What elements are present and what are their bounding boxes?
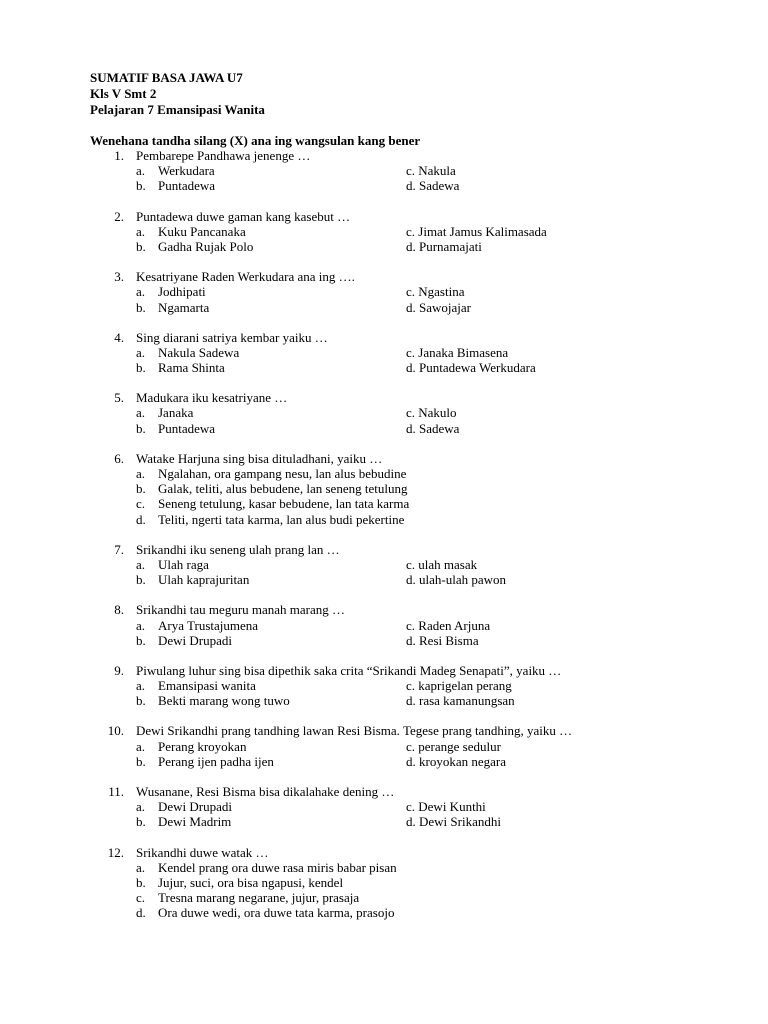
- question-item: [0, 845, 768, 921]
- option-letter: d.: [136, 511, 146, 527]
- question-number: 10.: [107, 723, 124, 739]
- answer-option-row: [0, 739, 768, 754]
- option-letter: b.: [136, 753, 146, 769]
- option-text-right: d. Sadewa: [406, 420, 460, 436]
- question-text: Wusanane, Resi Bisma bisa dikalahake dening …: [136, 784, 395, 799]
- answer-option-row: [0, 512, 768, 527]
- answer-option-row: [0, 481, 768, 496]
- option-text: Ulah kaprajuritan: [158, 572, 250, 588]
- question-number: 7.: [114, 541, 124, 557]
- question-text: Srikandhi duwe watak …: [136, 844, 269, 860]
- option-text: Dewi Madrim: [158, 814, 232, 830]
- answer-option-row: [0, 678, 768, 693]
- answer-option-row: [0, 466, 768, 481]
- option-text-right: d. Sawojajar: [406, 299, 471, 315]
- lesson-title: Pelajaran 7 Emansipasi Wanita: [90, 102, 265, 117]
- option-letter: a.: [136, 738, 146, 754]
- option-letter: b.: [136, 874, 146, 890]
- question-line: [0, 330, 768, 345]
- option-letter: b.: [136, 238, 146, 254]
- question-line: [0, 784, 768, 799]
- question-number: 3.: [114, 269, 124, 285]
- answer-option-row: [0, 300, 768, 315]
- option-text: Puntadewa: [158, 178, 216, 194]
- answer-option-row: [0, 224, 768, 239]
- option-text-right: d. Resi Bisma: [406, 632, 479, 648]
- answer-option-row: [0, 345, 768, 360]
- answer-option-row: [0, 239, 768, 254]
- option-text: Dewi Drupadi: [158, 799, 233, 815]
- option-text-right: c. Ngastina: [406, 284, 465, 300]
- question-text: Puntadewa duwe gaman kang kasebut …: [136, 208, 351, 224]
- exam-title: SUMATIF BASA JAWA U7: [90, 70, 243, 85]
- question-text: Watake Harjuna sing bisa dituladhani, yaiku …: [136, 450, 383, 466]
- option-text-right: c. kaprigelan perang: [406, 678, 512, 694]
- question-item: [0, 390, 768, 436]
- option-letter: b.: [136, 632, 146, 648]
- option-text: Nakula Sadewa: [158, 344, 240, 360]
- question-line: [0, 542, 768, 557]
- answer-option-row: [0, 799, 768, 814]
- question-number: 12.: [107, 844, 124, 860]
- question-text: Kesatriyane Raden Werkudara ana ing ….: [136, 269, 355, 285]
- option-letter: a.: [136, 556, 146, 572]
- question-line: [0, 451, 768, 466]
- answer-option-row: [0, 163, 768, 178]
- option-letter: a.: [136, 466, 146, 481]
- question-line: [0, 148, 768, 163]
- answer-option-row: [0, 814, 768, 829]
- option-letter: a.: [136, 284, 146, 300]
- option-letter: a.: [136, 163, 146, 179]
- question-line: [0, 390, 768, 405]
- question-text: Srikandhi tau meguru manah marang …: [136, 602, 346, 618]
- option-text: Ora duwe wedi, ora duwe tata karma, prasojo: [158, 905, 395, 921]
- question-text: Piwulang luhur sing bisa dipethik saka crita “Srikandi Madeg Senapati”, yaiku …: [136, 662, 562, 678]
- option-text: Perang ijen padha ijen: [158, 753, 274, 769]
- question-text: Sing diarani satriya kembar yaiku …: [136, 329, 328, 345]
- question-line: [0, 602, 768, 617]
- option-text-right: d. Purnamajati: [406, 238, 482, 254]
- instruction-text: Wenehana tandha silang (X) ana ing wangsulan kang bener: [90, 133, 421, 148]
- option-text-right: d. kroyokan negara: [406, 753, 506, 769]
- option-letter: b.: [136, 693, 146, 709]
- answer-option-row: [0, 633, 768, 648]
- question-item: [0, 723, 768, 769]
- question-item: [0, 602, 768, 648]
- question-number: 2.: [114, 208, 124, 224]
- option-letter: b.: [136, 299, 146, 315]
- answer-option-row: [0, 860, 768, 875]
- option-text-right: c. ulah masak: [406, 556, 478, 572]
- option-text: Gadha Rujak Polo: [158, 238, 254, 254]
- answer-option-row: [0, 693, 768, 708]
- answer-option-row: [0, 875, 768, 890]
- option-letter: b.: [136, 178, 146, 194]
- option-text-right: d. Puntadewa Werkudara: [406, 360, 536, 376]
- answer-option-row: [0, 178, 768, 193]
- option-text: Arya Trustajumena: [158, 617, 259, 633]
- question-item: [0, 784, 768, 830]
- question-text: Srikandhi iku seneng ulah prang lan …: [136, 541, 340, 557]
- option-letter: a.: [136, 223, 146, 239]
- option-text: Puntadewa: [158, 420, 216, 436]
- option-letter: c.: [136, 890, 146, 906]
- option-text-right: d. Dewi Srikandhi: [406, 814, 501, 830]
- question-line: [0, 663, 768, 678]
- question-item: [0, 542, 768, 588]
- option-text: Galak, teliti, alus bebudene, lan seneng tetulung: [158, 481, 408, 497]
- question-text: Madukara iku kesatriyane …: [136, 390, 288, 406]
- option-letter: d.: [136, 905, 146, 921]
- question-number: 11.: [108, 784, 124, 799]
- option-text: Ngalahan, ora gampang nesu, lan alus bebudine: [158, 466, 407, 481]
- question-list: [0, 148, 768, 936]
- question-number: 9.: [114, 662, 124, 678]
- option-text: Dewi Drupadi: [158, 632, 233, 648]
- option-text-right: d. Sadewa: [406, 178, 460, 194]
- option-text: Seneng tetulung, kasar bebudene, lan tata karma: [158, 496, 410, 512]
- question-item: [0, 148, 768, 194]
- option-text: Teliti, ngerti tata karma, lan alus budi pekertine: [158, 511, 405, 527]
- answer-option-row: [0, 572, 768, 587]
- option-letter: a.: [136, 859, 146, 875]
- option-letter: b.: [136, 420, 146, 436]
- question-line: [0, 845, 768, 860]
- option-text-right: c. Nakula: [406, 163, 456, 179]
- option-text: Werkudara: [158, 163, 215, 179]
- option-text: Tresna marang negarane, jujur, prasaja: [158, 890, 360, 906]
- option-text-right: c. Jimat Jamus Kalimasada: [406, 223, 547, 239]
- option-letter: b.: [136, 481, 146, 497]
- option-text: Bekti marang wong tuwo: [158, 693, 290, 709]
- answer-option-row: [0, 905, 768, 920]
- question-number: 5.: [114, 390, 124, 406]
- option-text: Rama Shinta: [158, 360, 225, 376]
- document-header: [90, 70, 265, 118]
- question-item: [0, 330, 768, 376]
- option-text: Kuku Pancanaka: [158, 223, 246, 239]
- answer-option-row: [0, 557, 768, 572]
- option-letter: a.: [136, 678, 146, 694]
- option-text: Ulah raga: [158, 556, 209, 572]
- answer-option-row: [0, 405, 768, 420]
- option-text-right: c. Dewi Kunthi: [406, 799, 486, 815]
- option-text: Emansipasi wanita: [158, 678, 256, 694]
- answer-option-row: [0, 421, 768, 436]
- question-item: [0, 451, 768, 527]
- question-item: [0, 663, 768, 709]
- answer-option-row: [0, 618, 768, 633]
- option-text: Janaka: [158, 405, 194, 421]
- answer-option-row: [0, 890, 768, 905]
- option-text-right: c. perange sedulur: [406, 738, 501, 754]
- question-text: Pembarepe Pandhawa jenenge …: [136, 148, 311, 163]
- question-item: [0, 209, 768, 255]
- answer-option-row: [0, 496, 768, 511]
- option-letter: c.: [136, 496, 146, 512]
- option-text-right: d. ulah-ulah pawon: [406, 572, 507, 588]
- option-text-right: c. Nakulo: [406, 405, 457, 421]
- option-letter: a.: [136, 344, 146, 360]
- option-letter: b.: [136, 360, 146, 376]
- class-semester: Kls V Smt 2: [90, 86, 157, 101]
- option-text: Perang kroyokan: [158, 738, 247, 754]
- question-line: [0, 209, 768, 224]
- option-text-right: d. rasa kamanungsan: [406, 693, 515, 709]
- option-letter: a.: [136, 617, 146, 633]
- option-text: Jujur, suci, ora bisa ngapusi, kendel: [158, 874, 344, 890]
- question-line: [0, 723, 768, 738]
- option-text-right: c. Janaka Bimasena: [406, 344, 509, 360]
- option-text: Jodhipati: [158, 284, 206, 300]
- question-text: Dewi Srikandhi prang tandhing lawan Resi Bisma. Tegese prang tandhing, yaiku …: [136, 723, 573, 739]
- option-text-right: c. Raden Arjuna: [406, 617, 491, 633]
- question-number: 1.: [114, 148, 124, 163]
- option-text: Kendel prang ora duwe rasa miris babar pisan: [158, 859, 397, 875]
- option-letter: b.: [136, 572, 146, 588]
- answer-option-row: [0, 754, 768, 769]
- answer-option-row: [0, 360, 768, 375]
- question-line: [0, 269, 768, 284]
- question-number: 8.: [114, 602, 124, 618]
- question-number: 6.: [114, 450, 124, 466]
- option-letter: a.: [136, 799, 146, 815]
- question-item: [0, 269, 768, 315]
- option-text: Ngamarta: [158, 299, 210, 315]
- option-letter: a.: [136, 405, 146, 421]
- question-number: 4.: [114, 329, 124, 345]
- answer-option-row: [0, 284, 768, 299]
- option-letter: b.: [136, 814, 146, 830]
